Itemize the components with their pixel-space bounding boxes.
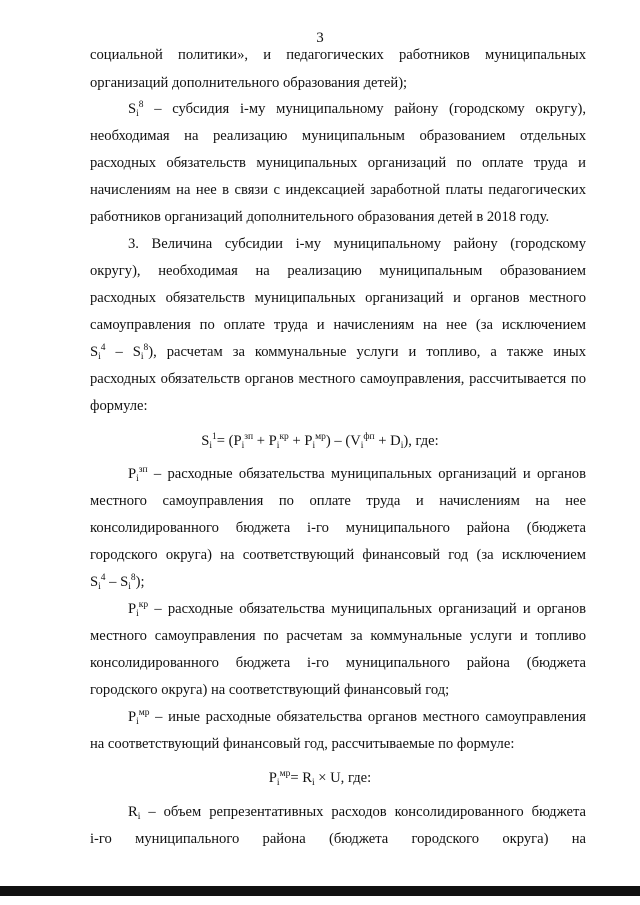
text-line: городского округа) на соответствующий финансовый год; [90, 682, 450, 698]
paragraph-pkr-definition: $P_i^{кр}$ – расходные обязательства муниципальных организаций и органов [128, 600, 586, 619]
paragraph-s8-definition: $S_i^8$ – субсидия i-му муниципальному району (городскому округу), [128, 100, 586, 119]
text-line: расходных обязательств органов местного самоуправления, рассчитывается по [90, 371, 586, 387]
paragraph-pmr-definition: $P_i^{мр}$ – иные расходные обязательства органов местного самоуправления [128, 708, 586, 727]
text-line: округу), необходимая на реализацию муниципальным образованием [90, 263, 586, 279]
scan-bottom-edge [0, 886, 640, 896]
text-line: социальной политики», и педагогических работников муниципальных [90, 47, 586, 63]
text-line: самоуправления по оплате труда и начислениям на нее (за исключением [90, 317, 586, 333]
text-line: i-го муниципального района (бюджета городского округа) на [90, 831, 586, 847]
paragraph-pzp-definition: $P_i^{зп}$ – расходные обязательства муниципальных организаций и органов [128, 465, 586, 484]
text-line: местного самоуправления по расчетам за коммунальные услуги и топливо [90, 628, 586, 644]
text-line: начислениям на нее в связи с индексацией заработной платы педагогических [90, 182, 586, 198]
paragraph-r-definition: $R_i$ – объем репрезентативных расходов консолидированного бюджета [128, 804, 586, 822]
text-line: работников организаций дополнительного образования детей в 2018 году. [90, 209, 550, 225]
text-line: необходимая на реализацию муниципальным образованием отдельных [90, 128, 586, 144]
text-line: $S_i^4 - S_i^8$); [90, 573, 145, 592]
paragraph-3-start: 3. Величина субсидии i-му муниципальному району (городскому [128, 236, 586, 252]
text-line: организаций дополнительного образования детей); [90, 75, 408, 91]
text-line: городского округа) на соответствующий финансовый год (за исключением [90, 547, 586, 563]
text-line: $S_i^4 - S_i^8$), расчетам за коммунальные услуги и топливо, а также иных [90, 343, 587, 362]
text-line: расходных обязательств муниципальных организаций по оплате труда и [90, 155, 586, 171]
text-line: расходных обязательств муниципальных организаций и органов местного [90, 290, 586, 306]
text-line: формуле: [90, 398, 148, 414]
formula-s1: $S_i^1= (P_i^{зп} + P_i^{кр} + P_i^{мр}) - (V_i^{фп} + D_i)$, где: [201, 432, 439, 451]
page-number: 3 [316, 30, 324, 46]
formula-pmr: $P_i^{мр}= R_i \times U$, где: [268, 769, 372, 788]
text-line: консолидированного бюджета i-го муниципального района (бюджета [90, 520, 586, 536]
text-line: на соответствующий финансовый год, рассчитываемые по формуле: [90, 736, 515, 752]
text-line: консолидированного бюджета i-го муниципального района (бюджета [90, 655, 586, 671]
text-line: местного самоуправления по оплате труда и начислениям на нее [90, 493, 586, 509]
